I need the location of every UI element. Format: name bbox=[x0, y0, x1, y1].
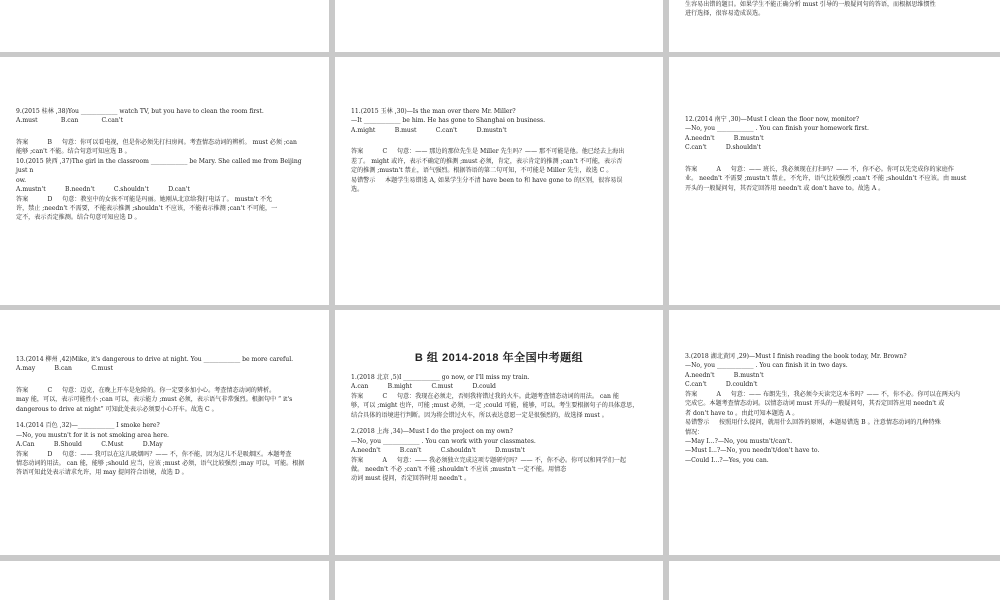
answer-line: 答案 C 句意：迈克，在晚上开车是危险的。你一定要多加小心。考查情态动词的辨析。 bbox=[16, 386, 276, 394]
document-page bbox=[335, 310, 663, 555]
question-11: 11.(2015 玉林 ,30)—Is the man over there Mr. Miller? bbox=[351, 108, 516, 115]
question-13: 13.(2014 柳州 ,42)Mike, it's dangerous to drive at night. You ____________ be more careful. bbox=[16, 356, 294, 363]
answer-line: 许，禁止 ;needn't 不需要，不能表示推测 ;shouldn't 不应该，不能表示推测 ;can't 不可能，一 bbox=[16, 204, 278, 212]
answer-line: 定的推测 ;mustn't 禁止，语气强烈。根据答语的第二句可知，不可能是 Miller 先生，故选 C 。 bbox=[351, 167, 613, 175]
answer-line: may 能，可以，表示可能性小 ;can 可以，表示能力 ;must 必须，表示语气非常强烈。根据句中 “ it's bbox=[16, 396, 293, 404]
question-3: 3.(2018 湖北黄冈 ,29)—Must I finish reading the book today, Mr. Brown? bbox=[685, 353, 907, 360]
answer-line: 答案 C 句意：—— 那边的那位先生是 Miller 先生吗？—— 那不可能是他。他已经去上海出 bbox=[351, 148, 625, 156]
options-line: A.needn't B.can't C.shouldn't D.mustn't bbox=[351, 447, 525, 455]
example-line: —Must I...?—No, you needn't/don't have to. bbox=[685, 447, 820, 455]
answer-line: 动词 must 提问，否定回答时用 needn't 。 bbox=[351, 475, 471, 483]
options-line: A.might B.must C.can't D.mustn't bbox=[351, 126, 507, 134]
page-body bbox=[685, 0, 984, 19]
question-11-line: —It ____________ be him. He has gone to Shanghai on business. bbox=[351, 117, 546, 125]
answer-line: 够，可以 ;might 也许，可能 ;must 必须，一定 ;could 可能，能够，可以。考生要根据句子的具体意思， bbox=[351, 402, 639, 410]
answer-line: 情态动词的用法。 can 能，能够 ;should 应当，应该 ;must 必须，语气比较强烈 ;may 可以，可能。根据 bbox=[16, 459, 305, 467]
question-12: 12.(2014 南宁 ,30)—Must I clean the floor now, monitor? bbox=[685, 116, 860, 123]
document-page bbox=[0, 57, 329, 305]
answer-line: 答案 A 句意：—— 班长，我必须现在打扫吗？—— 不，你不必。你可以先完成你的家庭作 bbox=[685, 165, 954, 173]
error-warning: 易错警示 本题学生易错选 A, 如果学生分不清 have been to 和 have gone to 的区别，很容易误 bbox=[351, 176, 623, 184]
document-page bbox=[669, 561, 1000, 600]
answer-line: dangerous to drive at night” 可知此处表示必须要小心开车。故选 C 。 bbox=[16, 405, 218, 413]
document-page bbox=[335, 0, 663, 52]
question-2-line: —No, you ____________ . You can work with your classmates. bbox=[351, 437, 536, 445]
question-14: 14.(2014 百色 ,32)—____________ I smoke here? bbox=[16, 422, 160, 430]
answer-line: 答案 D 句意：教室中的女孩不可能是玛丽。她刚从北京给我打电话了。 mustn't 不允 bbox=[16, 195, 273, 203]
text-line: 进行选择，很容易造成误选。 bbox=[685, 10, 765, 18]
answer-line: 答案 D 句意：—— 我可以在这儿吸烟吗？—— 不，你不能，因为这儿不是吸烟区。本题考查 bbox=[16, 450, 292, 458]
question-12-line: —No, you ____________ . You can finish your homework first. bbox=[685, 125, 869, 133]
answer-line: 做。 needn't 不必 ;can't 不能 ;shouldn't 不应该 ;mustn't 一定不能。用情态 bbox=[351, 465, 567, 473]
document-page bbox=[0, 0, 329, 52]
options-line: A.needn't B.mustn't bbox=[685, 134, 764, 142]
answer-line: 完成它。本题考查情态动词。以情态动词 must 开头的一般疑问句，其否定回答应用 needn't 或 bbox=[685, 400, 945, 408]
text-line: 生容易出错的题目。如果学生不能正确分析 must 引导的一般疑问句的答语，而根据思维惯性 bbox=[685, 1, 936, 8]
document-page bbox=[669, 57, 1000, 305]
answer-line: 答语可知此处表示请求允许，用 may 提问符合语境，故选 D 。 bbox=[16, 469, 188, 477]
options-line: A.may B.can C.must bbox=[16, 365, 113, 373]
options-line: C.can't D.shouldn't bbox=[685, 144, 761, 152]
example-line: —May I...?—No, you mustn't/can't. bbox=[685, 437, 793, 445]
document-page bbox=[335, 561, 663, 600]
document-page bbox=[0, 310, 329, 555]
document-page bbox=[669, 310, 1000, 555]
answer-line: 答案 C 句意：我现在必须走，否则我将错过我的火车。此题考查情态动词的用法。 can 能 bbox=[351, 392, 619, 400]
question-1: 1.(2018 北京 ,5)I ____________ go now, or I'll miss my train. bbox=[351, 374, 530, 382]
error-warning: 易错警示 按照用什么提问，就用什么回答的原则，本题易错选 B 。注意情态动词的几种特殊 bbox=[685, 419, 941, 427]
answer-line: 定不，表示否定推测。结合句意可知应选 D 。 bbox=[16, 214, 141, 222]
question-10: 10.(2015 陕西 ,37)The girl in the classroom ____________ be Mary. She called me from Beijing just n bbox=[16, 157, 304, 175]
section-title: B 组 2014-2018 年全国中考题组 bbox=[414, 352, 584, 364]
error-warning-cont: 情况： bbox=[685, 428, 704, 436]
question-3-line: —No, you ____________ . You can finish it in two days. bbox=[685, 362, 848, 370]
options-line: A.Can B.Should C.Must D.May bbox=[16, 441, 163, 449]
question-2: 2.(2018 上海 ,34)—Must I do the project on my own? bbox=[351, 428, 513, 436]
document-page bbox=[669, 0, 1000, 52]
options-line: A.mustn't B.needn't C.shouldn't D.can't bbox=[16, 186, 190, 194]
options-line: A.needn't B.mustn't bbox=[685, 371, 764, 379]
document-page bbox=[0, 561, 329, 600]
options-line: A.must B.can C.can't bbox=[16, 117, 123, 125]
answer-line: 者 don't have to 。由此可知本题选 A 。 bbox=[685, 409, 799, 417]
answer-line: 能够 ;can't 不能。结合句意可知应选 B 。 bbox=[16, 148, 131, 156]
answer-line: 差了。 might 或许，表示不确定的推测 ;must 必须，肯定，表示肯定的推测 ;can't 不可能，表示否 bbox=[351, 157, 623, 165]
options-line: A.can B.might C.must D.could bbox=[351, 383, 496, 391]
question-9: 9.(2015 桂林 ,38)You ____________ watch TV, but you have to clean the room first. bbox=[16, 108, 264, 115]
answer-line: 答案 B 句意：你可以看电视，但是你必须先打扫房间。考查情态动词的辨析。 must 必须 ;can bbox=[16, 138, 297, 146]
answer-line: 结合具体的语境进行判断。因为将会错过火车，所以表达意愿一定是很强烈的，故选择 must 。 bbox=[351, 411, 608, 419]
document-page bbox=[335, 57, 663, 305]
error-warning-cont: 选。 bbox=[351, 186, 364, 194]
options-line: C.can't D.couldn't bbox=[685, 381, 758, 389]
answer-line: 开头的一般疑问句，其否定回答用 needn't 或 don't have to。故选 A 。 bbox=[685, 184, 885, 192]
example-line: —Could I...?—Yes, you can. bbox=[685, 456, 769, 464]
question-10-cont: ow. bbox=[16, 176, 27, 184]
answer-line: 答案 A 句意：—— 布朗先生，我必须今天读完这本书吗？—— 不，你不必。你可以在两天内 bbox=[685, 390, 960, 398]
answer-line: 答案 A 句意：—— 我必须独立完成这项专题研究吗？—— 不，你不必。你可以和同学们一起 bbox=[351, 456, 626, 464]
answer-line: 业。 needn't 不需要 ;mustn't 禁止，不允许，语气比较强烈 ;can't 不能 ;shouldn't 不应该。由 must bbox=[685, 175, 967, 183]
question-14-line: —No, you mustn't for it is not smoking area here. bbox=[16, 431, 169, 439]
